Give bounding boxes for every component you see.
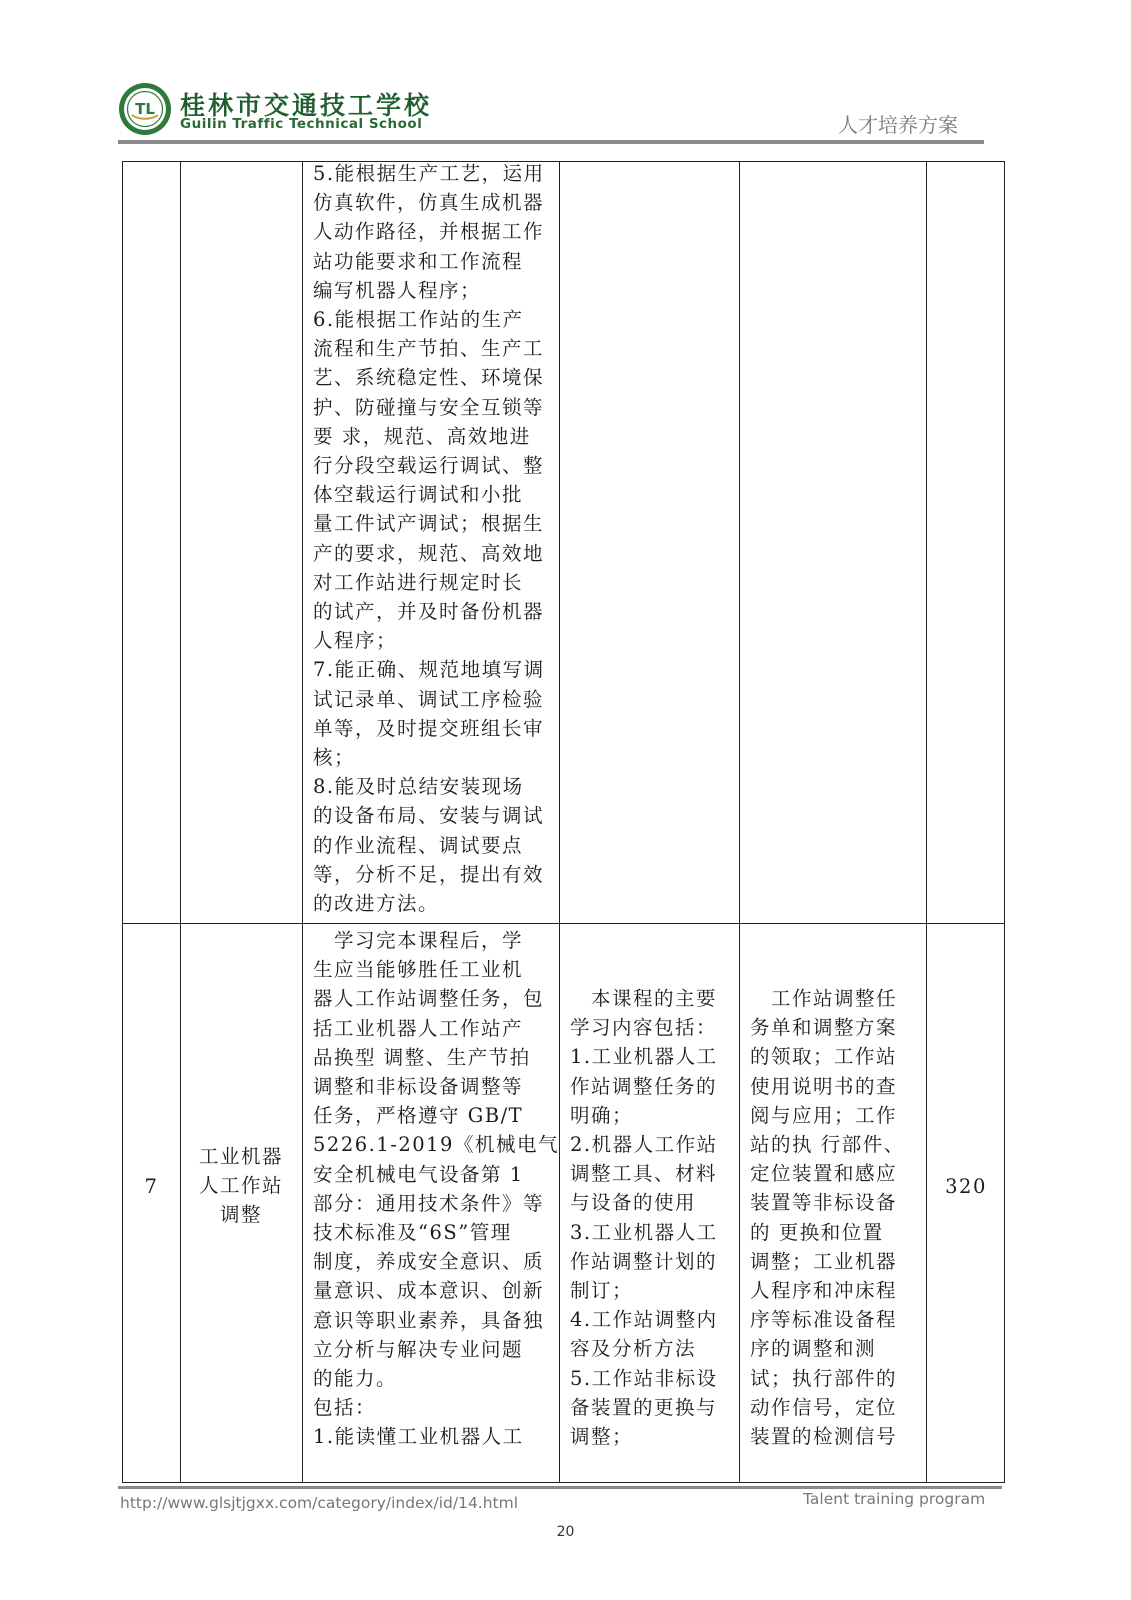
column-divider <box>926 162 927 1482</box>
row-7-content-cell <box>570 984 738 1451</box>
text-line: 定位装置和感应 <box>750 1162 898 1186</box>
text-line: 装置等非标设备 <box>750 1191 898 1215</box>
text-line: 编写机器人程序； <box>313 278 482 302</box>
text-line: 要 求，规范、高效地进 <box>313 424 531 448</box>
text-line: 5.能根据生产工艺，运用 <box>313 162 545 185</box>
text-line: 与设备的使用 <box>570 1191 697 1215</box>
school-name-cn: 桂林市交通技工学校 <box>180 91 433 120</box>
text-line: 仿真软件，仿真生成机器 <box>313 191 545 215</box>
text-line: 工作站调整任 <box>750 987 898 1010</box>
text-line: 量工件试产调试；根据生 <box>313 512 545 536</box>
page-header <box>0 0 1131 150</box>
text-line: 1.工业机器人工 <box>570 1045 718 1069</box>
text-line: 阅与应用；工作 <box>750 1103 898 1127</box>
footer-url[interactable]: http://www.glsjtjgxx.com/category/index/id/14.html <box>120 1494 519 1512</box>
text-line: 序等标准设备程 <box>750 1308 898 1332</box>
text-line: 技术标准及“6S”管理 <box>313 1221 512 1245</box>
text-line: 学习内容包括： <box>570 1016 718 1040</box>
text-line: 制订； <box>570 1279 634 1303</box>
text-line: 学习完本课程后，学 <box>313 929 524 952</box>
text-line: 行分段空载运行调试、整 <box>313 454 545 478</box>
text-line: 5.工作站非标设 <box>570 1366 718 1390</box>
text-line: 调整 <box>219 1203 262 1227</box>
text-line: 括工业机器人工作站产 <box>313 1016 524 1040</box>
text-line: 使用说明书的查 <box>750 1074 898 1098</box>
text-line: 核； <box>313 746 356 770</box>
text-line: 本课程的主要 <box>570 987 718 1010</box>
text-line: 站功能要求和工作流程 <box>313 249 524 273</box>
text-line: 人动作路径，并根据工作 <box>313 220 545 244</box>
text-line: 等，分析不足，提出有效 <box>313 862 545 886</box>
text-line: 品换型 调整、生产节拍 <box>313 1045 531 1069</box>
text-line: 3.工业机器人工 <box>570 1220 718 1244</box>
text-line: 试；执行部件的 <box>750 1366 898 1390</box>
row-7-ability-cell <box>313 926 557 1452</box>
text-line: 7.能正确、规范地填写调 <box>313 658 545 682</box>
text-line: 生应当能够胜任工业机 <box>313 958 524 982</box>
text-line: 4.工作站调整内 <box>570 1308 718 1332</box>
text-line: 务单和调整方案 <box>750 1016 898 1040</box>
text-line: 容及分析方法 <box>570 1337 697 1361</box>
text-line: 体空载运行调试和小批 <box>313 483 524 507</box>
text-line: 流程和生产节拍、生产工 <box>313 337 545 361</box>
document-title: 人才培养方案 <box>838 113 958 137</box>
text-line: 调整；工业机器 <box>750 1249 898 1273</box>
text-line: 试记录单、调试工序检验 <box>313 687 545 711</box>
text-line: 调整工具、材料 <box>570 1162 718 1186</box>
logo-letters: TL <box>135 100 155 118</box>
text-line: 制度，养成安全意识、质 <box>313 1250 545 1274</box>
text-line: 装置的检测信号 <box>750 1425 898 1449</box>
text-line: 2.机器人工作站 <box>570 1133 718 1157</box>
text-line: 调整和非标设备调整等 <box>313 1075 524 1099</box>
page-number: 20 <box>556 1524 575 1540</box>
column-divider <box>302 162 303 1482</box>
text-line: 量意识、成本意识、创新 <box>313 1279 545 1303</box>
text-line: 人工作站 <box>198 1174 283 1198</box>
text-line: 的试产，并及时备份机器 <box>313 600 545 624</box>
text-line: 的能力。 <box>313 1367 398 1391</box>
text-line: 安全机械电气设备第 1 <box>313 1162 524 1186</box>
text-line: 意识等职业素养，具备独 <box>313 1308 545 1332</box>
text-line: 的改进方法。 <box>313 892 440 916</box>
text-line: 作站调整计划的 <box>570 1249 718 1273</box>
column-divider <box>180 162 181 1482</box>
header-divider <box>118 140 984 144</box>
text-line: 5226.1-2019《机械电气 <box>313 1133 559 1157</box>
text-line: 艺、系统稳定性、环境保 <box>313 366 545 390</box>
row-divider <box>123 923 1004 924</box>
row-7-tasks-cell <box>750 984 924 1451</box>
text-line: 器人工作站调整任务，包 <box>313 987 545 1011</box>
curriculum-table <box>122 161 1005 1483</box>
text-line: 1.能读懂工业机器人工 <box>313 1425 524 1449</box>
row-7-course-name <box>180 1142 302 1230</box>
text-line: 的 更换和位置 <box>750 1220 884 1244</box>
text-line: 动作信号，定位 <box>750 1395 898 1419</box>
text-line: 序的调整和测 <box>750 1337 877 1361</box>
text-line: 包括： <box>313 1396 377 1420</box>
text-line: 的设备布局、安装与调试 <box>313 804 545 828</box>
row-7-number: 7 <box>144 1175 159 1198</box>
text-line: 任务，严格遵守 GB/T <box>313 1104 524 1128</box>
text-line: 站的执 行部件、 <box>750 1133 905 1157</box>
text-line: 部分：通用技术条件》等 <box>313 1191 545 1215</box>
text-line: 工业机器 <box>198 1145 283 1168</box>
text-line: 立分析与解决专业问题 <box>313 1337 524 1361</box>
text-line: 的领取；工作站 <box>750 1045 898 1069</box>
text-line: 调整； <box>570 1425 634 1449</box>
text-line: 备装置的更换与 <box>570 1395 718 1419</box>
text-line: 护、防碰撞与安全互锁等 <box>313 395 545 419</box>
footer-tagline: Talent training program <box>803 1490 986 1508</box>
text-line: 8.能及时总结安装现场 <box>313 775 524 799</box>
text-line: 6.能根据工作站的生产 <box>313 308 524 332</box>
text-line: 的作业流程、调试要点 <box>313 833 524 857</box>
text-line: 人程序和冲床程 <box>750 1279 898 1303</box>
school-logo-icon <box>118 82 172 136</box>
prev-row-ability-cell <box>313 159 557 918</box>
text-line: 明确； <box>570 1103 634 1127</box>
text-line: 作站调整任务的 <box>570 1074 718 1098</box>
text-line: 人程序； <box>313 629 398 653</box>
text-line: 单等，及时提交班组长审 <box>313 716 545 740</box>
school-name-en: Guilin Traffic Technical School <box>180 116 423 132</box>
column-divider <box>739 162 740 1482</box>
footer-divider <box>118 1486 1002 1489</box>
text-line: 产的要求，规范、高效地 <box>313 541 545 565</box>
row-7-hours: 320 <box>945 1175 987 1198</box>
column-divider <box>559 162 560 1482</box>
text-line: 对工作站进行规定时长 <box>313 570 524 594</box>
